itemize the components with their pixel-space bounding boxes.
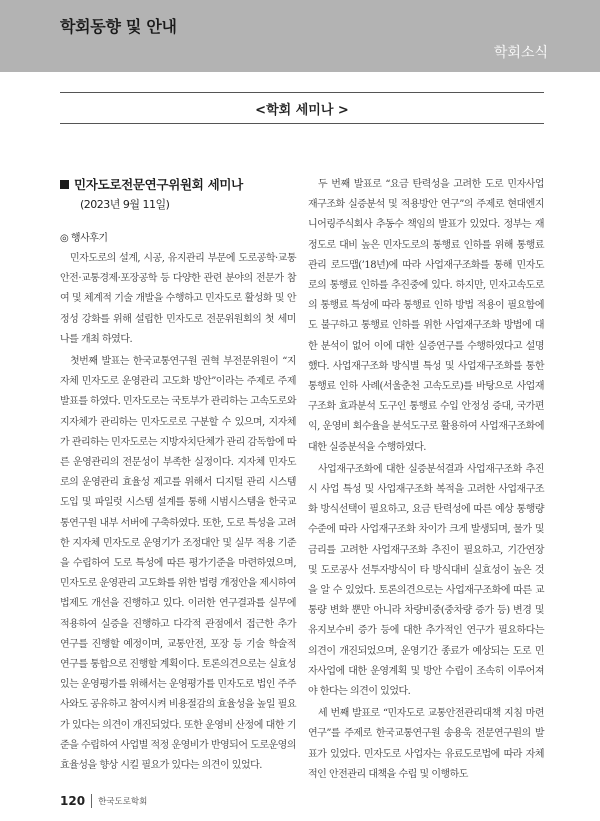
right-column: [308, 175, 544, 785]
footer-divider: [91, 794, 92, 808]
article-title-text: 민자도로전문연구위원회 세미나: [74, 177, 243, 192]
square-bullet-icon: [60, 180, 69, 189]
paragraph: 두 번째 발표로 “요금 탄력성을 고려한 도로 민자사업 재구조화 실증분석 및 적용방안 연구”의 주제로 현대엔지니어링주식회사 추동수 책임의 발표가 있었다. 정부는 재정도로 대비 높은 민자도로의 통행료 인하를 위해 통행료관리 로드맵(’18년)에 따라 사업재구조화를 통해 민자도로의 통행료 인하를 추진중에 있다. 하지만, 민자고속도로의 통행료 특성에 따라 통행료 인하 방법 적용이 필요함에도 불구하고 통행료 인하를 위한 사업재구조화 방법에 대한 분석이 없어 이에 대한 실증연구를 수행하였다고 설명했다. 사업재구조화 방식별 특성 및 사업재구조화를 통한 통행료 인하 사례(서울춘천 고속도로)를 바탕으로 사업재구조화 효과분석 도구인 통행료 수입 안정성 증대, 국가편익, 운영비 회수율을 분석도구로 활용하여 사업재구조화에 대한 실증분석을 수행하였다.: [308, 179, 544, 453]
left-column: [60, 175, 296, 776]
article-title: [60, 175, 296, 195]
paragraph: 첫번째 발표는 한국교통연구원 권혁 부전문위원이 “지자체 민자도로 운영관리 고도화 방안”이라는 주제로 주제발표를 하였다. 민자도로는 국토부가 관리하는 고속도로와 지자체가 관리하는 민자도로로 구분할 수 있으며, 지자체가 관리하는 민자도로는 지방자치단체가 관리 감독함에 따른 운영관리의 전문성이 부족한 실정이다. 지자체 민자도로의 운영관리 효율성 제고를 위해서 디지털 관리 시스템 도입 및 파일럿 시스템 설계를 통해 시범시스템을 한국교통연구원 내부 서버에 구축하였다. 또한, 도로 특성을 고려한 지자체 민자도로 운영기가 조정대안 및 실무 적용 기준을 수립하여 도로 특성에 따른 평가기준을 마련하였으며, 민자도로 운영관리 고도화를 위한 법령 개정안을 제시하여 법제도 개선을 진행하고 있다. 이러한 연구결과를 실무에 적용하여 실증을 진행하고 다각적 관점에서 접근한 추가 연구를 진행할 예정이며, 교통안전, 포장 등 기술 학술적 연구를 통합으로 진행할 계획이다. 토론의견으로는 실효성 있는 운영평가를 위해서는 운영평가를 민자도로 법인 주주사와도 공유하고 참여시켜 비용절감의 효율성을 높일 필요가 있다는 의견이 개진되었다. 또한 운영비 산정에 대한 기준을 수립하여 사업별 적정 운영비가 반영되어 도로운영의 효율성을 향상 시킬 필요가 있다는 의견이 있었다.: [60, 356, 296, 772]
seminar-heading: <학회 세미나 >: [255, 102, 349, 118]
seminar-heading-box: [60, 92, 544, 124]
page-header-title: 학회동향 및 안내: [60, 17, 177, 36]
paragraph: 민자도로의 설계, 시공, 유지관리 부문에 도로공학·교통안전·교통경제·포장공학 등 다양한 관련 분야의 전문가 참여 및 체계적 기술 개발을 수행하고 민자도로 활성화 및 안정성 강화를 위해 설립한 민자도로 전문위원회의 첫 세미나를 개최 하였다.: [60, 253, 296, 345]
paragraph: 사업재구조화에 대한 실증분석결과 사업재구조화 추진시 사업 특성 및 사업재구조화 복적을 고려한 사업재구조화 방식선택이 필요하고, 요금 탄력성에 따른 예상 통행량 수준에 따라 사업재구조화 차이가 크게 발생되며, 물가 및 금리를 고려한 사업재구조화 추진이 필요하고, 기간연장 및 도로공사 선투자방식이 타 방식대비 실효성이 높은 것을 알 수 있었다. 토론의견으로는 사업재구조화에 따른 교통량 변화 뿐만 아니라 차량비중(중차량 증가 등) 변경 및 유지보수비 증가 등에 대한 추가적인 연구가 필요하다는 의견이 개진되었으며, 운영기간 종료가 예상되는 도로 민자사업에 대한 운영계획 및 방안 수립이 조속히 이루어져야 한다는 의견이 있었다.: [308, 463, 544, 698]
page-footer: [60, 793, 147, 809]
event-review-heading: ◎ 행사후기: [60, 233, 108, 244]
article-date: (2023년 9월 11일): [80, 198, 170, 211]
section-label: 학회소식: [493, 45, 548, 61]
page-number: 120: [60, 794, 86, 808]
journal-name: 한국도로학회: [98, 797, 148, 807]
paragraph: 세 번째 발표로 “민자도로 교통안전관리대책 지침 마련 연구”를 주제로 한국교통연구원 송용욱 전문연구원의 발표가 있었다. 민자도로 사업자는 유료도로법에 따라 자체적인 안전관리 대책을 수립 및 이행하도: [308, 708, 544, 780]
header-band: [0, 0, 600, 72]
